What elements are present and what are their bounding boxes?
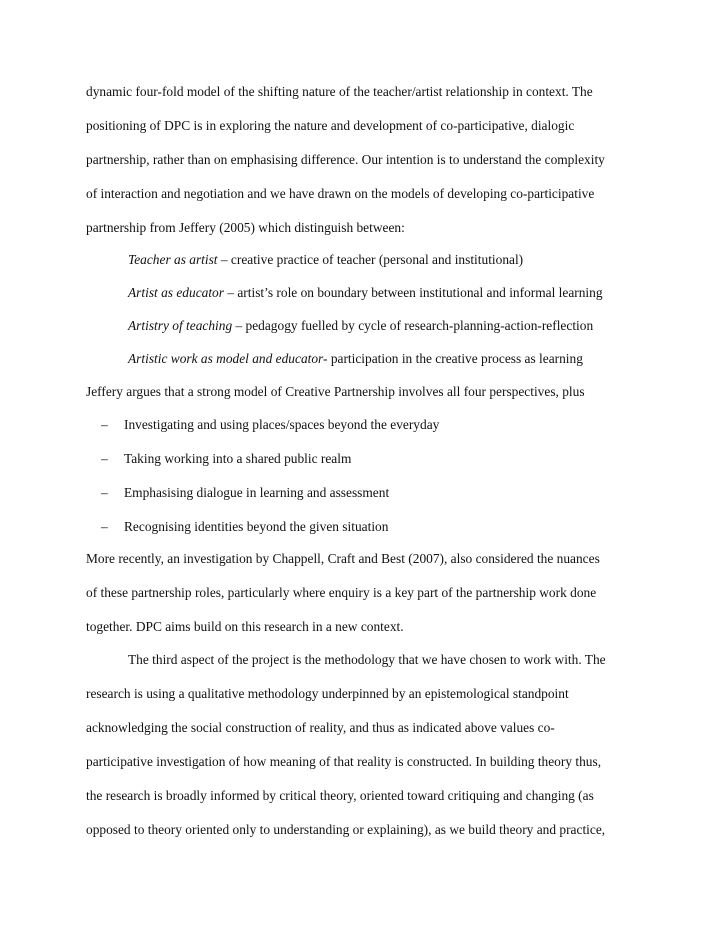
paragraph-3-line: The third aspect of the project is the methodology that we have chosen to work with. The [128, 652, 606, 667]
perspective-description: – creative practice of teacher (personal and institutional) [217, 252, 524, 267]
dash-bullet: – [101, 451, 108, 466]
bullet-text: Taking working into a shared public realm [124, 451, 352, 466]
paragraph-2-line: of these partnership roles, particularly where enquiry is a key part of the partnership work done [86, 585, 597, 600]
bullet-text: Emphasising dialogue in learning and assessment [124, 485, 390, 500]
paragraph-1-line: dynamic four-fold model of the shifting nature of the teacher/artist relationship in context. The [86, 84, 593, 99]
bullet-text: Investigating and using places/spaces beyond the everyday [124, 417, 440, 432]
paragraph-2-line: together. DPC aims build on this research in a new context. [86, 619, 404, 634]
perspective-item [128, 251, 523, 269]
perspective-item [128, 350, 583, 368]
paragraph-1-line: partnership, rather than on emphasising difference. Our intention is to understand the complexity [86, 152, 605, 167]
perspective-description: participation in the creative process as learning [327, 351, 583, 366]
perspective-description: – pedagogy fuelled by cycle of research-planning-action-reflection [232, 318, 594, 333]
paragraph-1-line: positioning of DPC is in exploring the nature and development of co-participative, dialogic [86, 118, 575, 133]
perspective-item [128, 317, 593, 335]
paragraph-3-line: opposed to theory oriented only to understanding or explaining), as we build theory and practice, [86, 822, 606, 837]
paragraph-2-line: More recently, an investigation by Chappell, Craft and Best (2007), also considered the nuances [86, 551, 600, 566]
dash-bullet: – [101, 485, 108, 500]
perspective-term: Artist as educator [128, 285, 224, 300]
paragraph-3-line: research is using a qualitative methodology underpinned by an epistemological standpoint [86, 686, 569, 701]
bullet-text: Recognising identities beyond the given situation [124, 519, 389, 534]
paragraph-3-line: acknowledging the social construction of reality, and thus as indicated above values co- [86, 720, 555, 735]
dash-bullet: – [101, 519, 108, 534]
perspective-term: Teacher as artist [128, 252, 218, 267]
perspective-item [128, 284, 603, 302]
perspective-term: Artistry of teaching [128, 318, 233, 333]
paragraph-1-line: of interaction and negotiation and we have drawn on the models of developing co-participative [86, 186, 595, 201]
paragraph-3-line: participative investigation of how meaning of that reality is constructed. In building theory thus, [86, 754, 602, 769]
perspective-description: – artist’s role on boundary between institutional and informal learning [223, 285, 603, 300]
paragraph-1-line: partnership from Jeffery (2005) which distinguish between: [86, 220, 405, 235]
jeffery-line: Jeffery argues that a strong model of Creative Partnership involves all four perspectives, plus [86, 384, 585, 399]
dash-bullet: – [101, 417, 108, 432]
paragraph-3-line: the research is broadly informed by critical theory, oriented toward critiquing and changing (as [86, 788, 594, 803]
perspective-term: Artistic work as model and educator- [128, 351, 328, 366]
